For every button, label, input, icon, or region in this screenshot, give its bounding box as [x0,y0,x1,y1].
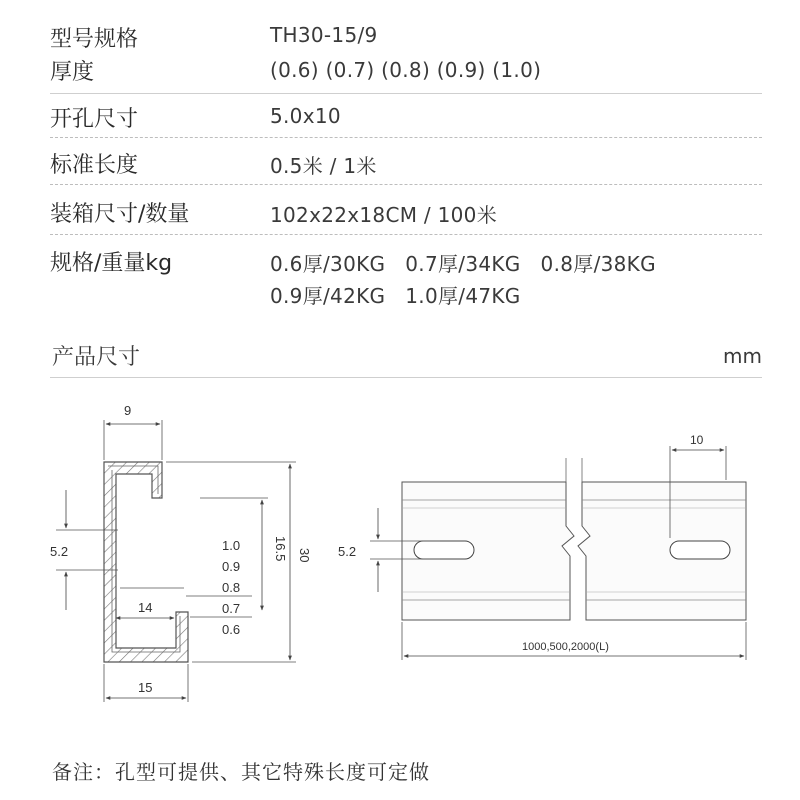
thickness-label: 0.8 [222,580,241,595]
profile-drawing [50,403,312,702]
unit-label: mm [723,344,762,368]
spec-value-weight-line2: 0.9厚/42KG 1.0厚/47KG [270,284,521,308]
profile-dim-inner: 14 [138,600,153,615]
spec-value-packing: 102x22x18CM / 100米 [270,203,497,227]
thickness-label: 1.0 [222,538,241,553]
rail-dim-left: 5.2 [338,544,357,559]
spec-value-hole-size: 5.0x10 [270,104,341,128]
spec-value-weight-line1: 0.6厚/30KG 0.7厚/34KG 0.8厚/38KG [270,252,656,276]
spec-value-model: TH30-15/9 [270,23,378,47]
rail-slot-left [414,541,474,559]
profile-dim-mid: 16.5 [273,536,288,562]
spec-label-hole-size: 开孔尺寸 [50,107,139,132]
spec-label-length: 标准长度 [50,153,139,178]
spec-label-model: 型号规格 [50,27,139,52]
rail-length-label: 1000,500,2000(L) [522,641,609,653]
profile-outline [104,462,188,662]
thickness-label: 0.6 [222,622,241,637]
spec-value-length: 0.5米 / 1米 [270,154,377,178]
spec-value-thickness: (0.6) (0.7) (0.8) (0.9) (1.0) [270,58,542,82]
thickness-label: 0.9 [222,559,241,574]
profile-dim-top: 9 [124,403,132,418]
profile-dim-height: 30 [297,548,312,563]
rail-dim-slot: 10 [690,433,704,447]
spec-label-weight: 规格/重量kg [50,251,173,276]
rail-drawing [338,433,746,660]
spec-label-thickness: 厚度 [50,60,95,85]
spec-label-packing: 装箱尺寸/数量 [50,202,190,227]
rail-slot-right [670,541,730,559]
section-title: 产品尺寸 [52,345,141,370]
thickness-label: 0.7 [222,601,241,616]
footnote: 备注：孔型可提供、其它特殊长度可定做 [52,760,430,784]
profile-dim-left: 5.2 [50,544,69,559]
profile-dim-bottom: 15 [138,680,153,695]
